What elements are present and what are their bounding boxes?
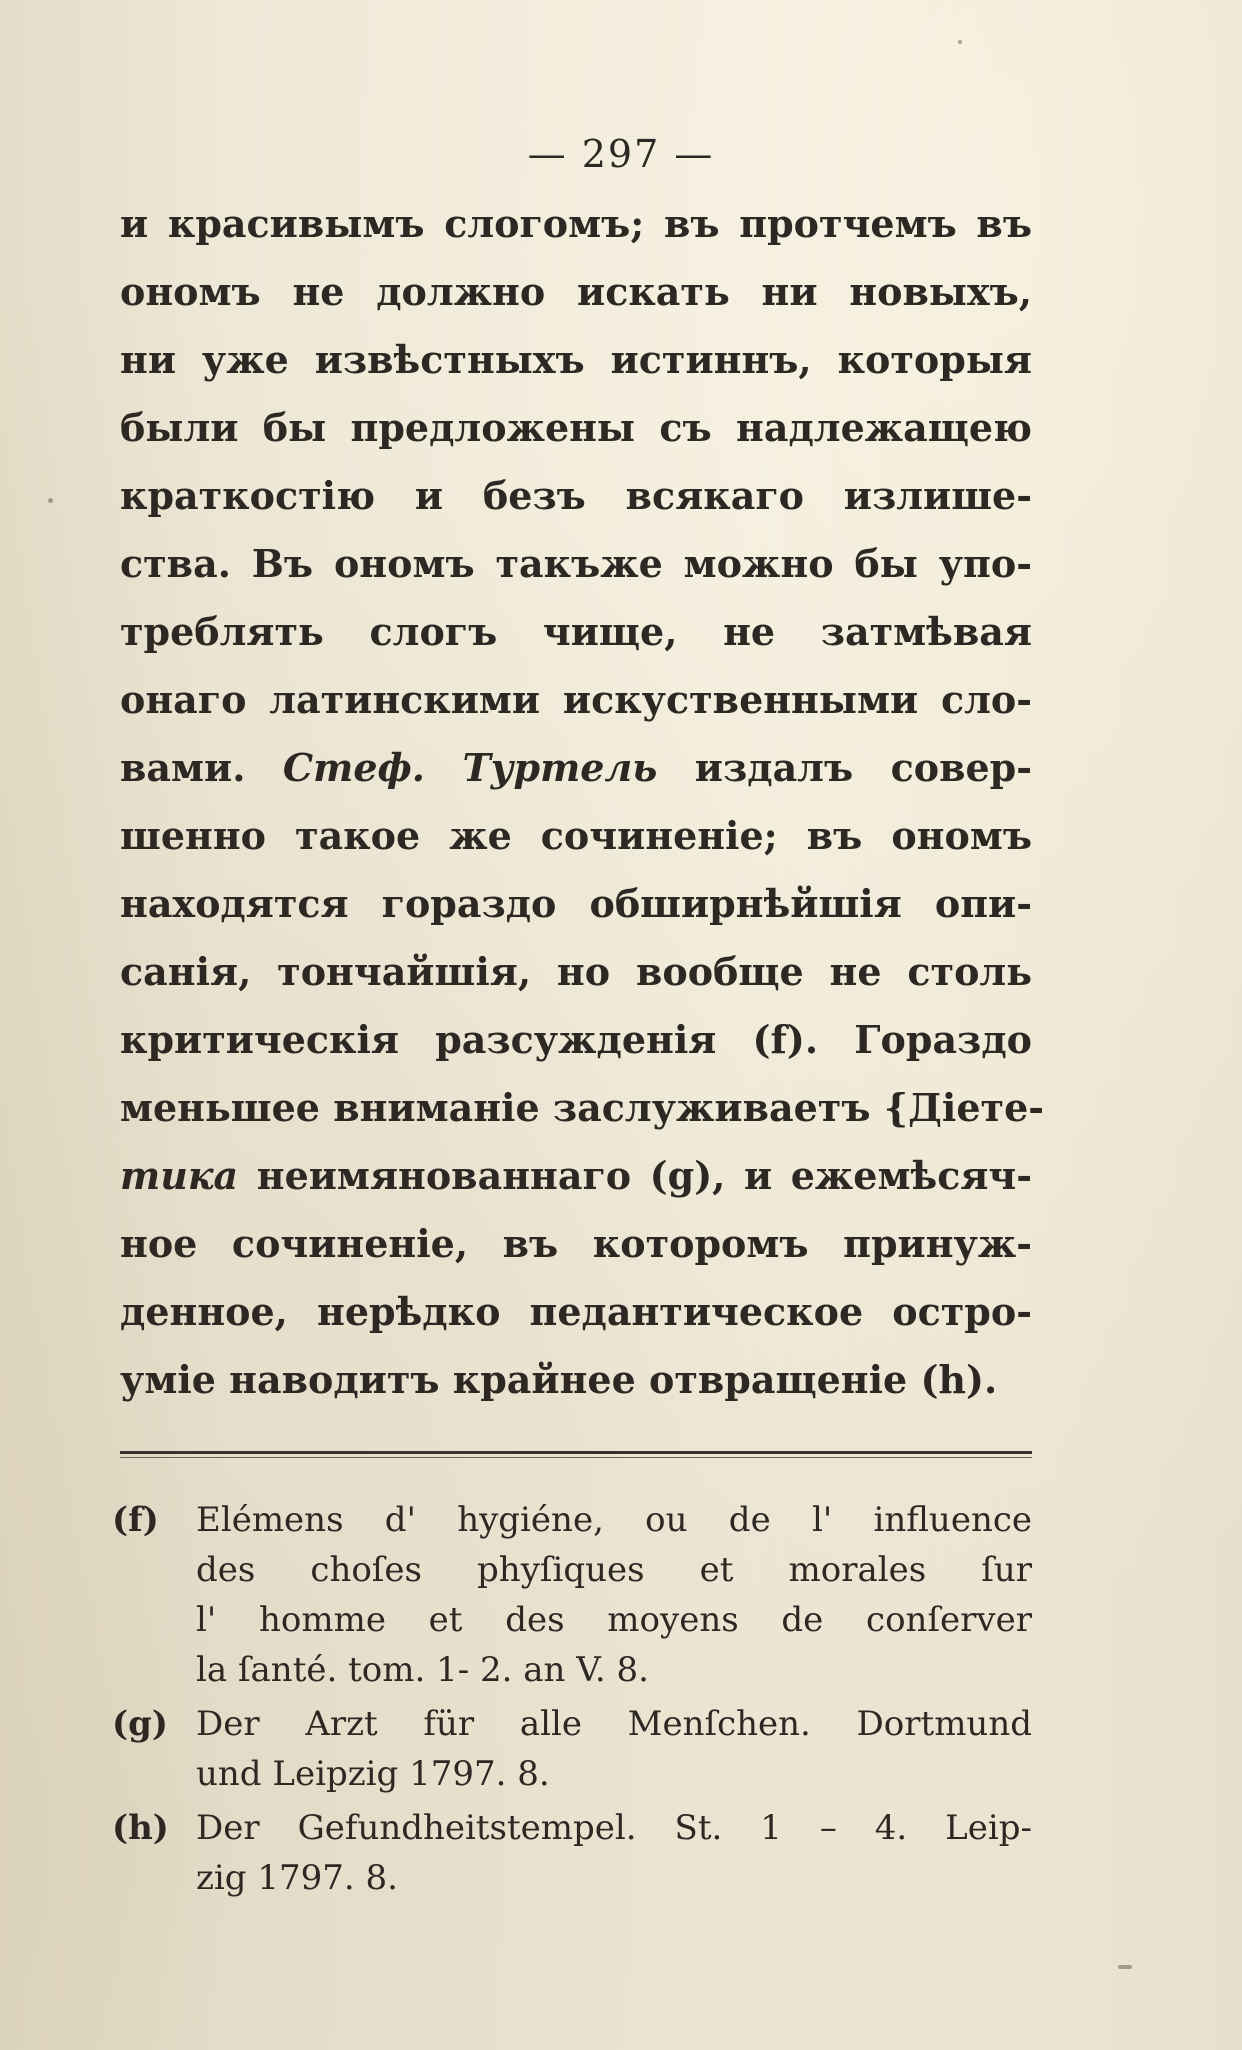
italic-name: Стеф. Туртель: [282, 745, 658, 790]
body-line: вами. Стеф. Туртель издалъ совер-: [120, 745, 1032, 790]
body-line: меньшее вниманіе заслуживаетъ {Діете-: [120, 1085, 1045, 1130]
body-line: краткостію и безъ всякаго излише-: [120, 473, 1032, 518]
footnote-line: des choſes phyſiques et morales ſur: [196, 1550, 1032, 1590]
body-line: ства. Въ ономъ такъже можно бы упо-: [120, 541, 1032, 586]
page-number: — 297 —: [527, 132, 715, 176]
footnote-line: und Leipzig 1797. 8.: [196, 1754, 550, 1794]
footnote-h: [112, 1803, 1032, 1903]
footnote-line: zig 1797. 8.: [196, 1858, 398, 1898]
body-line: тика неимянованнаго (g), и ежемѣсяч-: [120, 1153, 1032, 1198]
body-line: уміе наводитъ крайнее отвращеніе (h).: [120, 1357, 998, 1402]
body-line: ни уже извѣстныхъ истиннъ, которыя: [120, 337, 1032, 382]
footnote-f: [112, 1495, 1032, 1695]
footnote-mark: (f): [112, 1500, 159, 1540]
footnote-text: [196, 1495, 1032, 1695]
body-line: ономъ не должно искать ни новыхъ,: [120, 269, 1032, 314]
footnote-g: [112, 1699, 1032, 1799]
body-line: ное сочиненіе, въ которомъ принуж-: [120, 1221, 1032, 1266]
body-line: и красивымъ слогомъ; въ протчемъ въ: [120, 201, 1032, 246]
paper-speck: [48, 498, 53, 503]
paper-speck: [1118, 1965, 1132, 1969]
footnote-line: l' homme et des moyens de conſerver: [196, 1600, 1032, 1640]
body-line: санія, тончайшія, но вообще не столь: [120, 949, 1032, 994]
footnote-mark: (h): [112, 1808, 169, 1848]
footnote-text: [196, 1699, 1032, 1799]
footnote-separator-thin: [120, 1457, 1032, 1458]
body-line: были бы предложены съ надлежащею: [120, 405, 1032, 450]
footnote-line: Elémens d' hygiéne, ou de l' influence: [196, 1500, 1032, 1540]
italic-name: тика: [120, 1153, 239, 1198]
body-line: денное, нерѣдко педантическое остро-: [120, 1289, 1032, 1334]
body-text: [120, 190, 1045, 1414]
body-line: шенно такое же сочиненіе; въ ономъ: [120, 813, 1032, 858]
footnote-separator: [120, 1451, 1032, 1454]
footnote-text: [196, 1803, 1032, 1903]
footnotes: [112, 1495, 1032, 1907]
body-line: критическія разсужденія (f). Гораздо: [120, 1017, 1032, 1062]
footnote-line: la ſanté. tom. 1- 2. an V. 8.: [196, 1650, 649, 1690]
body-line: треблять слогъ чище, не затмѣвая: [120, 609, 1032, 654]
body-line: онаго латинскими искуственными сло-: [120, 677, 1032, 722]
body-line: находятся гораздо обширнѣйшія опи-: [120, 881, 1032, 926]
paper-speck: [958, 40, 962, 44]
footnote-mark: (g): [112, 1704, 168, 1744]
footnote-line: Der Arzt für alle Menſchen. Dortmund: [196, 1704, 1032, 1744]
footnote-line: Der Gefundheitstempel. St. 1 – 4. Leip-: [196, 1808, 1032, 1848]
